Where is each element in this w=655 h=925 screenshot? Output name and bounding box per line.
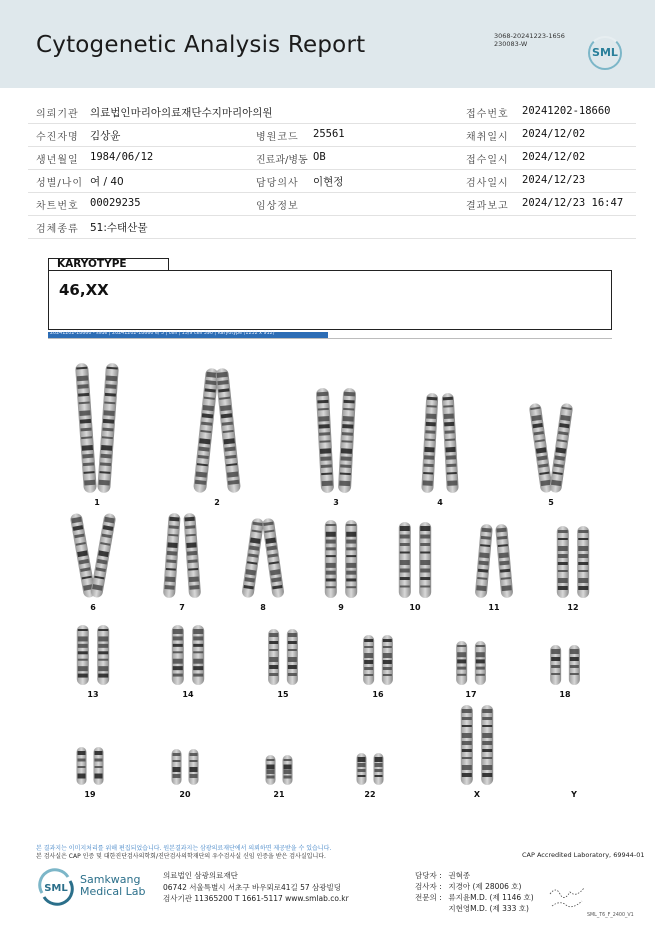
sml-logo: SML (588, 36, 622, 70)
svg-text:SML: SML (44, 883, 68, 894)
chromosome-15-1 (268, 629, 279, 685)
chromosome-1-1 (75, 363, 97, 494)
specialist: 지현영M.D. (제 333 호) (448, 904, 529, 913)
chromosome-22-1 (357, 753, 367, 785)
chromosome-5-1 (529, 403, 553, 494)
staff-list: 담당자 : 권혁종 검사자 : 지경아 (제 28006 호) 전문의 : 류지윤M.D. (제 1146 호) 지현영M.D. (제 333 호) (415, 871, 534, 913)
edit-notice: 본 결과지는 이미지처리를 위해 편집되었습니다. 원본결과지는 삼광의료재단에서 의뢰하면 제공받을 수 있습니다. (36, 845, 332, 852)
chromosome-6-2 (90, 513, 117, 599)
chromosome-label: X (473, 790, 481, 799)
document-id: 3068-20241223-1656 230083-W (494, 32, 565, 48)
patient-name: 김상윤 (90, 130, 121, 142)
chromosome-label: 12 (567, 603, 579, 612)
chromosome-label: 1 (94, 498, 100, 507)
info-row: 차트번호 00029235 임상정보 결과보고 2024/12/23 16:47 (28, 193, 636, 216)
info-row: 성별/나이 여 / 40 담당의사 이현정 검사일시 2024/12/23 (28, 170, 636, 193)
chromosome-label: 5 (548, 498, 554, 507)
chromosome-14-1 (172, 625, 184, 685)
chromosome-3-1 (316, 388, 334, 494)
chromosome-15-2 (287, 629, 298, 685)
accreditation-notice: 본 검사실은 CAP 인증 및 대한진단검사의학회/진단검사의학재단의 우수검사실 신임 인증을 받은 검사실입니다. (36, 853, 326, 860)
chromosome-12-1 (557, 526, 569, 598)
chromosome-label: 19 (84, 790, 96, 799)
chromosome-21-1 (266, 755, 276, 785)
chromosome-label: 3 (333, 498, 339, 507)
chromosome-label: 7 (179, 603, 185, 612)
chromosome-label: 18 (559, 690, 571, 699)
form-code: SML_T6_F_2400_V1 (587, 913, 634, 918)
date-of-birth: 1984/06/12 (90, 151, 154, 163)
chromosome-label: 8 (260, 603, 266, 612)
chromosome-8-1 (241, 518, 264, 599)
chromosome-21-2 (283, 755, 293, 785)
chromosome-5-2 (549, 403, 573, 494)
chromosome-label: 14 (182, 690, 194, 699)
chromosome-2-2 (215, 368, 241, 494)
report-date: 2024/12/23 16:47 (522, 197, 624, 209)
chromosome-label: 6 (90, 603, 96, 612)
chromosome-label: Y (571, 790, 577, 799)
chromosome-label: 13 (87, 690, 99, 699)
doctor: 이현정 (313, 176, 344, 188)
chromosome-7-1 (163, 513, 181, 599)
specimen-type: 51:수태산물 (90, 222, 148, 234)
signature (548, 880, 588, 910)
chromosome-11-2 (495, 524, 513, 599)
examiner: 지경아 (제 28006 호) (448, 882, 522, 891)
chromosome-20-2 (189, 749, 199, 785)
chromosome-16-1 (363, 635, 374, 685)
chromosome-19-2 (94, 747, 104, 785)
chromosome-16-2 (382, 635, 393, 685)
cap-accreditation: CAP Accredited Laboratory, 69944-01 (522, 851, 645, 859)
chromosome-2-1 (193, 368, 219, 494)
exam-date: 2024/12/23 (522, 174, 586, 186)
chromosome-9-2 (345, 520, 357, 598)
chromosome-label: 21 (273, 790, 285, 799)
chromosome-4-1 (421, 393, 438, 493)
chromosome-label: 16 (372, 690, 384, 699)
chromosome-12-2 (577, 526, 589, 598)
reception-date: 2024/12/02 (522, 151, 586, 163)
hospital-code: 25561 (313, 128, 345, 140)
info-row: 검체종류 51:수태산물 (28, 216, 636, 239)
lab-address: 의료법인 삼광의료재단 06742 서울특별시 서초구 바우뫼로41길 57 삼광빌딩 검사기관 11365200 T 1661-5117 www.smlab.co.kr (163, 871, 349, 903)
chromosome-label: 20 (179, 790, 191, 799)
chromosome-10-1 (399, 522, 411, 598)
karyotype-result: 46,XX (59, 281, 109, 299)
chromosome-label: 10 (409, 603, 421, 612)
chromosome-14-2 (192, 625, 204, 685)
chromosome-4-2 (442, 393, 459, 493)
sex-age: 여 / 40 (90, 176, 124, 188)
chromosome-18-2 (569, 645, 580, 685)
chromosome-3-2 (338, 388, 356, 494)
chromosome-22-2 (374, 753, 384, 785)
chromosome-1-2 (97, 363, 119, 494)
chromosome-19-1 (77, 747, 87, 785)
report-title: Cytogenetic Analysis Report (36, 32, 366, 58)
chromosome-20-1 (172, 749, 182, 785)
info-row: 수진자명 김상윤 병원코드 25561 채취일시 2024/12/02 (28, 124, 636, 147)
chromosome-18-1 (550, 645, 561, 685)
department: OB (313, 151, 326, 163)
info-row: 의뢰기관 의료법인마리아의료재단수지마리아의원 접수번호 20241202-18660 (28, 101, 636, 124)
chromosome-label: 9 (338, 603, 344, 612)
chromosome-11-1 (475, 524, 493, 599)
chromosome-label: 22 (364, 790, 376, 799)
chromosome-8-2 (262, 518, 285, 599)
institution: 의료법인마리아의료재단수지마리아의원 (90, 107, 273, 119)
karyotype-tab: KARYOTYPE (48, 258, 169, 271)
image-caption-bar: 20241202-18660 - slide | 20241202-18660 e/ 5 | cell | 15/9 cell 390 | Karyotype (1232 x 912) (48, 332, 328, 339)
chromosome-label: 4 (437, 498, 443, 507)
collection-date: 2024/12/02 (522, 128, 586, 140)
reception-number: 20241202-18660 (522, 105, 611, 117)
chromosome-13-1 (77, 625, 89, 685)
chromosome-9-1 (325, 520, 337, 598)
brand-name: Samkwang Medical Lab (80, 873, 146, 898)
chromosome-13-2 (97, 625, 109, 685)
chromosome-label: 11 (488, 603, 500, 612)
chromosome-10-2 (419, 522, 431, 598)
chromosome-label: 2 (214, 498, 220, 507)
manager: 권혁종 (448, 871, 471, 880)
chromosome-label: 17 (465, 690, 477, 699)
samkwang-logo-icon (36, 867, 76, 907)
chromosome-17-1 (456, 641, 467, 685)
chromosome-X-2 (481, 705, 493, 785)
specialist: 류지윤M.D. (제 1146 호) (448, 893, 534, 902)
chromosome-X-1 (461, 705, 473, 785)
chromosome-7-2 (183, 513, 201, 599)
chromosome-label: 15 (277, 690, 289, 699)
chart-number: 00029235 (90, 197, 141, 209)
chromosome-17-2 (475, 641, 486, 685)
info-row: 생년월일 1984/06/12 진료과/병동 OB 접수일시 2024/12/02 (28, 147, 636, 170)
